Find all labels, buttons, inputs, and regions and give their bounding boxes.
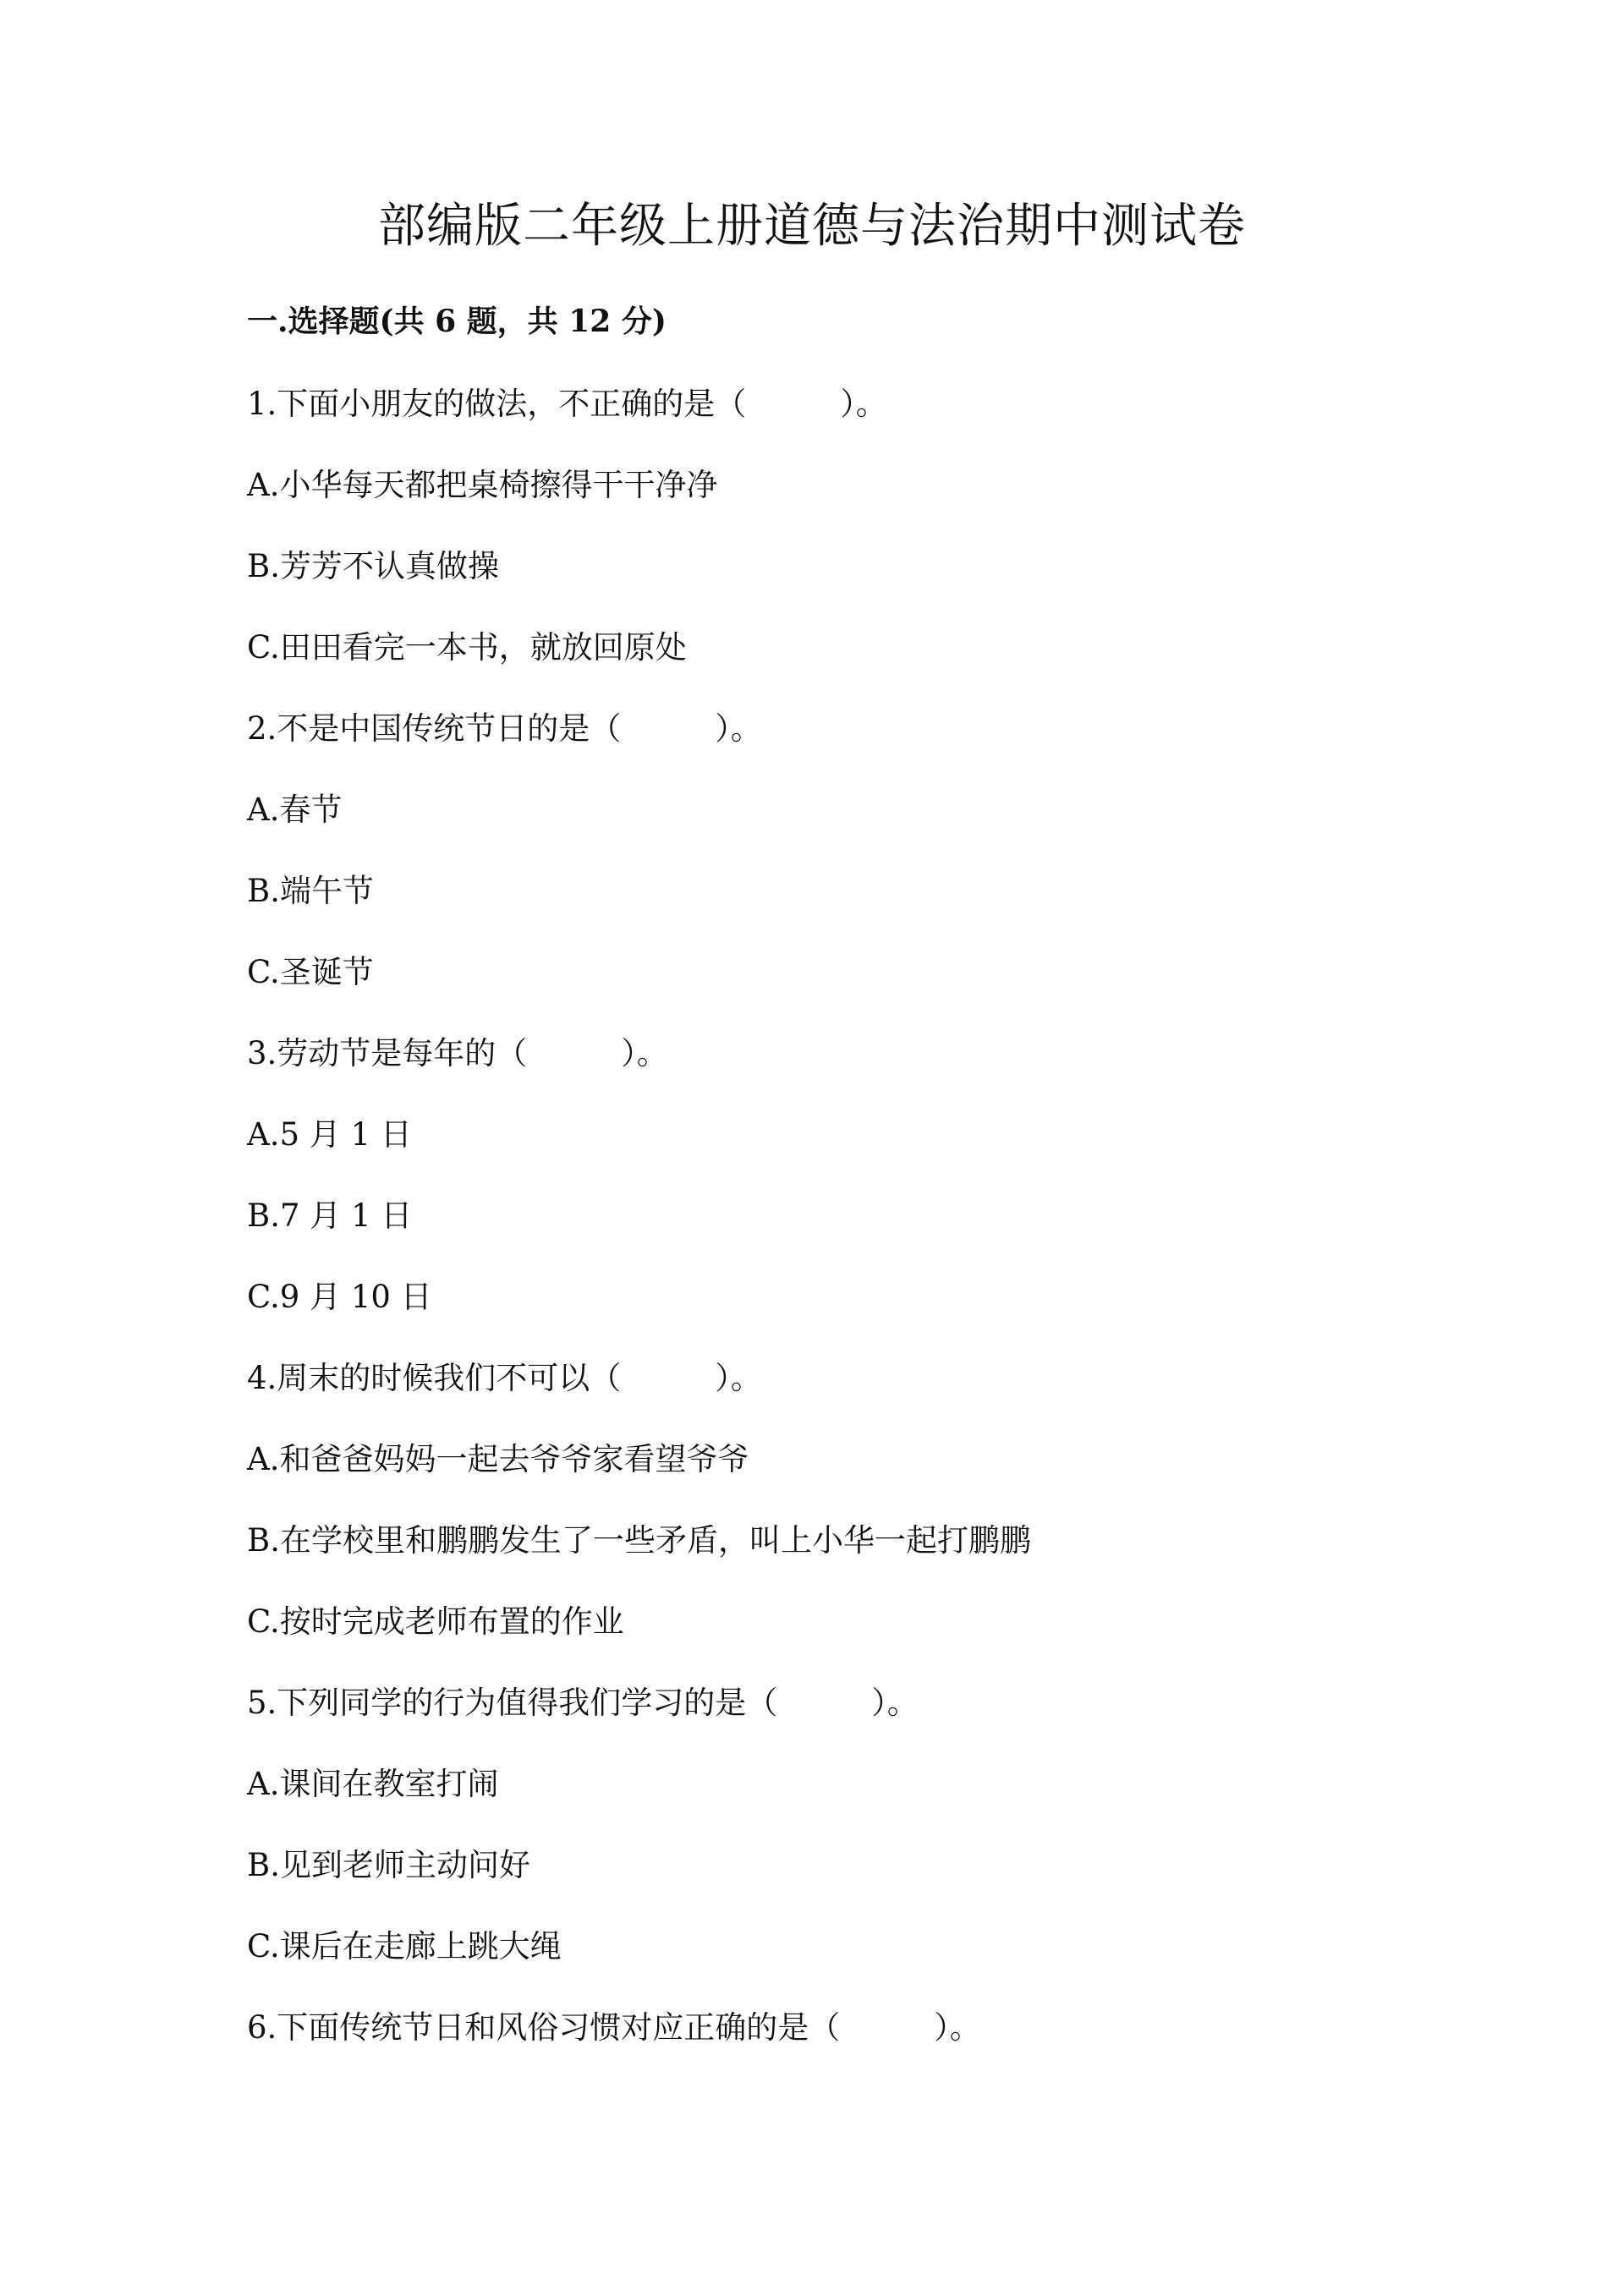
- question-stem: 3.劳动节是每年的（ ）。: [247, 1035, 668, 1071]
- answer-option: B.端午节: [247, 873, 374, 909]
- answer-option: C.按时完成老师布置的作业: [247, 1603, 624, 1640]
- answer-option: B.在学校里和鹏鹏发生了一些矛盾，叫上小华一起打鹏鹏: [247, 1522, 1031, 1559]
- answer-option: C.9 月 10 日: [247, 1279, 432, 1315]
- question-stem: 1.下面小朋友的做法，不正确的是（ ）。: [247, 386, 887, 422]
- question-stem: 6.下面传统节日和风俗习惯对应正确的是（ ）。: [247, 2009, 981, 2046]
- answer-option: A.课间在教室打闹: [247, 1766, 499, 1802]
- question-stem: 4.周末的时候我们不可以（ ）。: [247, 1360, 762, 1396]
- answer-option: B.见到老师主动问好: [247, 1847, 530, 1883]
- answer-option: A.小华每天都把桌椅擦得干干净净: [247, 467, 718, 503]
- section-heading: 一.选择题(共 6 题，共 12 分): [247, 304, 667, 339]
- page-title: 部编版二年级上册道德与法治期中测试卷: [378, 199, 1246, 254]
- answer-option: A.5 月 1 日: [247, 1116, 412, 1153]
- answer-option: C.课后在走廊上跳大绳: [247, 1928, 562, 1964]
- question-stem: 5.下列同学的行为值得我们学习的是（ ）。: [247, 1685, 919, 1721]
- question-stem: 2.不是中国传统节日的是（ ）。: [247, 710, 762, 747]
- answer-option: C.圣诞节: [247, 954, 374, 990]
- answer-option: C.田田看完一本书，就放回原处: [247, 629, 687, 666]
- answer-option: A.春节: [247, 792, 343, 828]
- answer-option: B.芳芳不认真做操: [247, 548, 499, 584]
- answer-option: B.7 月 1 日: [247, 1197, 413, 1234]
- answer-option: A.和爸爸妈妈一起去爷爷家看望爷爷: [247, 1441, 749, 1477]
